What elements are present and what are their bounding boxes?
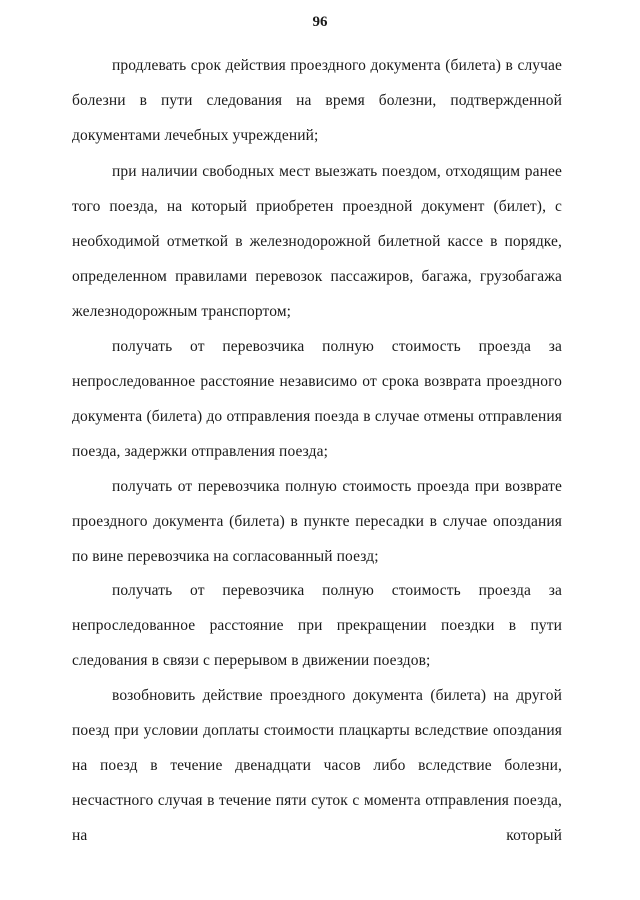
paragraph-renew-ticket: возобновить действие проездного документа (билета) на другой поезд при условии доплаты стоимости плацкарты вследствие опоздания на поезд в течение двенадцати часов либо вследствие болезни, несчастного случая в течение пяти суток с момента отправления поезда, на который (72, 687, 562, 844)
paragraph-refund-interruption: получать от перевозчика полную стоимость проезда за непроследованное расстояние при прекращении поездки в пути следования в связи с перерывом в движении поездов; (72, 582, 562, 669)
page-number: 96 (312, 14, 328, 30)
paragraph-refund-cancellation: получать от перевозчика полную стоимость проезда за непроследованное расстояние независимо от срока возврата проездного документа (билета) до отправления поезда в случае отмены отправления поезда, задержки отправления поезда; (72, 338, 562, 460)
paragraph-earlier-train: при наличии свободных мест выезжать поездом, отходящим ранее того поезда, на который приобретен проездной документ (билет), с необходимой отметкой в железнодорожной билетной кассе в порядке, определенном правилами перевозок пассажиров, багажа, грузобагажа железнодорожным транспортом; (72, 163, 562, 320)
paragraph-refund-transfer: получать от перевозчика полную стоимость проезда при возврате проездного документа (билета) в пункте пересадки в случае опоздания по вине перевозчика на согласованный поезд; (72, 478, 562, 565)
paragraph-extend-ticket-validity: продлевать срок действия проездного документа (билета) в случае болезни в пути следования на время болезни, подтвержденной документами лечебных учреждений; (72, 57, 562, 144)
